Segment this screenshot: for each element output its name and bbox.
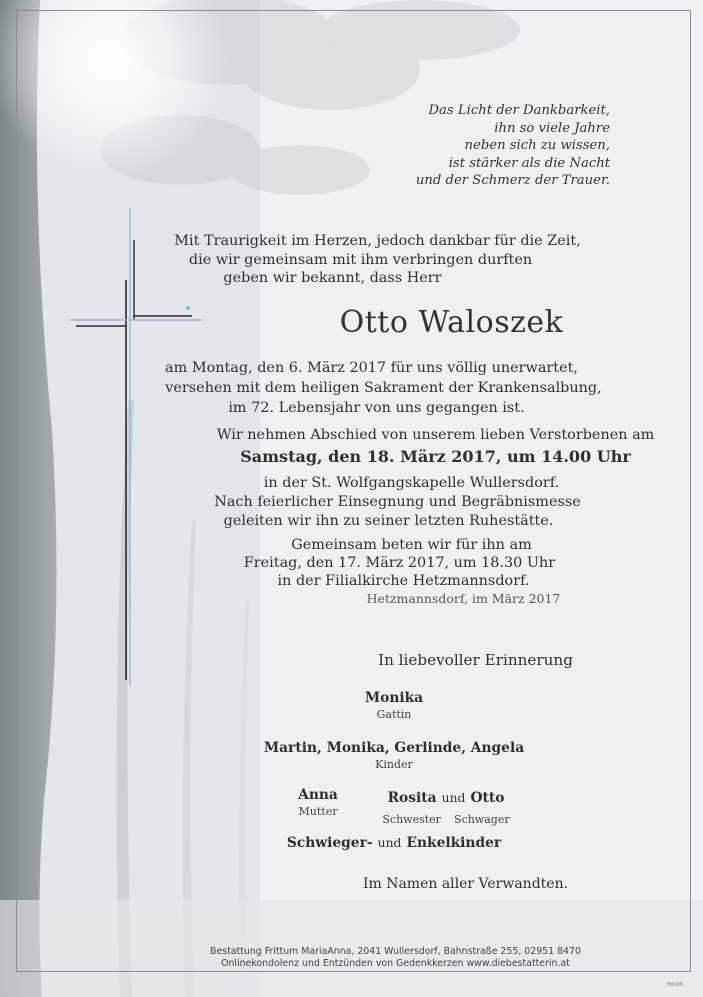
mourner-role: Schwager: [454, 813, 510, 826]
prayer-line: Gemeinsam beten wir für ihn am: [291, 537, 532, 553]
funeral-place: [0, 474, 703, 531]
mourner-wife: [344, 690, 444, 721]
conjunction: und: [441, 791, 466, 805]
funeral-date: Samstag, den 18. März 2017, um 14.00 Uhr: [240, 447, 631, 466]
mourner-name: Martin, Monika, Gerlinde, Angela: [263, 740, 525, 756]
place-line: in der St. Wolfgangskapelle Wullersdorf.: [263, 475, 560, 491]
death-notice: [0, 358, 703, 418]
intro-line: Mit Traurigkeit im Herzen, jedoch dankbar für die Zeit,: [174, 233, 581, 249]
closing-text: Im Namen aller Verwandten.: [362, 876, 569, 892]
funeral-home-footer: [44, 946, 703, 970]
mourner-names-line: [366, 787, 526, 806]
mourner-roles-line: [366, 808, 526, 827]
conjunction: und: [377, 836, 402, 850]
town-date: Hetzmannsdorf, im März 2017: [366, 591, 561, 606]
mourner-role: Mutter: [298, 805, 338, 818]
memorial-quote: [416, 102, 610, 190]
mourner-role: Kinder: [375, 758, 413, 771]
quote-line: ihn so viele Jahre: [494, 120, 610, 136]
quote-line: Das Licht der Dankbarkeit,: [428, 103, 610, 118]
mourner-name: Schwieger-: [286, 835, 373, 851]
footer-line: Bestattung Frittum MariaAnna, 2041 Wullersdorf, Bahnstraße 255, 02951 8470: [210, 946, 581, 957]
footer-line: Onlinekondolenz und Entzünden von Gedenkkerzen www.diebestatterin.at: [221, 958, 570, 969]
prayer-notice: [0, 536, 703, 590]
intro-line: geben wir bekannt, dass Herr: [223, 270, 442, 287]
quote-line: neben sich zu wissen,: [464, 138, 610, 154]
deceased-name: Otto Waloszek: [339, 305, 564, 340]
place-line: geleiten wir ihn zu seiner letzten Ruhestätte.: [223, 513, 554, 529]
mourner-name: Rosita: [387, 790, 437, 806]
death-line: am Montag, den 6. März 2017 für uns völlig unerwartet,: [165, 360, 578, 376]
place-line: Nach feierlicher Einsegnung und Begräbnismesse: [214, 494, 581, 510]
quote-line: ist stärker als die Nacht: [448, 155, 610, 171]
farewell-text: Wir nehmen Abschied von unserem lieben Verstorbenen am: [216, 427, 655, 443]
announcement-intro: [0, 232, 703, 288]
mourner-name: Otto: [470, 790, 505, 806]
quote-line: und der Schmerz der Trauer.: [415, 173, 610, 189]
intro-line: die wir gemeinsam mit ihm verbringen durften: [188, 251, 533, 268]
death-line: im 72. Lebensjahr von uns gegangen ist.: [228, 400, 525, 416]
memory-heading: In liebevoller Erinnerung: [378, 651, 573, 669]
mourner-role: Gattin: [376, 708, 412, 721]
mourner-mother: [278, 787, 358, 818]
prayer-line: in der Filialkirche Hetzmannsdorf.: [277, 573, 530, 589]
print-code: 89106: [667, 982, 683, 988]
mourner-name: Anna: [298, 787, 338, 803]
mourner-name: Monika: [364, 690, 424, 706]
mourner-children: [244, 740, 544, 771]
mourner-siblings: [366, 787, 526, 827]
mourner-role: Schwester: [382, 813, 441, 826]
death-line: versehen mit dem heiligen Sakrament der Krankensalbung,: [165, 380, 602, 396]
prayer-line: Freitag, den 17. März 2017, um 18.30 Uhr: [243, 555, 556, 571]
mourner-name: Enkelkinder: [406, 835, 502, 851]
mourner-grandchildren: [244, 832, 544, 851]
